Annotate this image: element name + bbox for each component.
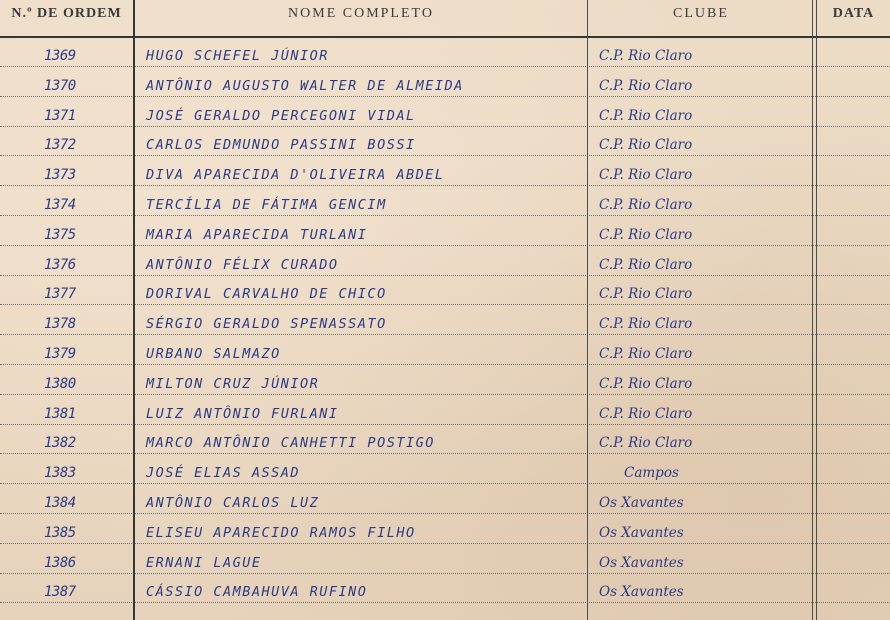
row-club: C.P. Rio Claro	[599, 435, 693, 452]
row-full-name: ELISEU APARECIDO RAMOS FILHO	[146, 524, 416, 541]
row-club: C.P. Rio Claro	[599, 107, 693, 124]
row-number: 1378	[44, 316, 76, 333]
row-club: C.P. Rio Claro	[599, 346, 693, 362]
row-number: 1384	[44, 495, 76, 511]
row-full-name: ERNANI LAGUE	[146, 554, 262, 571]
row-club: C.P. Rio Claro	[599, 375, 693, 392]
row-club: C.P. Rio Claro	[599, 256, 693, 273]
row-number: 1373	[44, 167, 76, 184]
row-full-name: JOSÉ ELIAS ASSAD	[146, 465, 301, 482]
row-club: Os Xavantes	[599, 524, 684, 541]
header-number: N.º DE ORDEM	[11, 6, 122, 21]
row-number: 1375	[44, 226, 76, 243]
row-number: 1381	[44, 405, 76, 422]
row-number: 1386	[44, 554, 76, 571]
row-number: 1387	[44, 584, 76, 601]
row-number: 1371	[44, 107, 76, 124]
column-divider-name	[587, 0, 588, 620]
row-full-name: TERCÍLIA DE FÁTIMA GENCIM	[146, 197, 387, 213]
row-full-name: CÁSSIO CAMBAHUVA RUFINO	[146, 584, 368, 601]
row-club: C.P. Rio Claro	[599, 167, 693, 184]
row-club: C.P. Rio Claro	[599, 197, 693, 213]
row-club: Os Xavantes	[599, 495, 684, 511]
row-full-name: SÉRGIO GERALDO SPENASSATO	[146, 316, 387, 333]
row-club: C.P. Rio Claro	[599, 316, 693, 333]
row-number: 1383	[44, 465, 76, 482]
row-full-name: DIVA APARECIDA D'OLIVEIRA ABDEL	[146, 167, 445, 184]
column-divider-club-a	[812, 0, 813, 620]
header-date: DATA	[832, 6, 875, 21]
row-full-name: DORIVAL CARVALHO DE CHICO	[146, 286, 387, 303]
row-full-name: ANTÔNIO AUGUSTO WALTER DE ALMEIDA	[146, 77, 464, 94]
row-number: 1376	[44, 256, 76, 273]
row-number: 1369	[44, 48, 76, 64]
row-club: C.P. Rio Claro	[599, 226, 693, 243]
row-full-name: ANTÔNIO CARLOS LUZ	[146, 495, 320, 511]
row-number: 1374	[44, 197, 76, 213]
row-number: 1379	[44, 346, 76, 362]
row-full-name: LUIZ ANTÔNIO FURLANI	[146, 405, 339, 422]
row-club: C.P. Rio Claro	[599, 405, 693, 422]
column-divider-club-b	[816, 0, 817, 620]
row-full-name: MARCO ANTÔNIO CANHETTI POSTIGO	[146, 435, 435, 452]
row-full-name: ANTÔNIO FÉLIX CURADO	[146, 256, 339, 273]
row-full-name: JOSÉ GERALDO PERCEGONI VIDAL	[146, 107, 416, 124]
row-full-name: HUGO SCHEFEL JÚNIOR	[146, 48, 329, 64]
row-number: 1380	[44, 375, 76, 392]
row-club: Os Xavantes	[599, 554, 684, 571]
row-club: C.P. Rio Claro	[599, 48, 693, 64]
row-full-name: MARIA APARECIDA TURLANI	[146, 226, 368, 243]
header-name: NOME COMPLETO	[288, 6, 434, 21]
row-club: C.P. Rio Claro	[599, 286, 693, 303]
row-club: Os Xavantes	[599, 584, 684, 601]
column-divider-number	[133, 0, 135, 620]
row-number: 1370	[44, 77, 76, 94]
row-number: 1372	[44, 137, 76, 154]
row-full-name: MILTON CRUZ JÚNIOR	[146, 375, 320, 392]
row-club: C.P. Rio Claro	[599, 77, 693, 94]
row-number: 1382	[44, 435, 76, 452]
header-club: CLUBE	[673, 6, 729, 21]
row-club: Campos	[624, 465, 679, 482]
row-number: 1385	[44, 524, 76, 541]
row-number: 1377	[44, 286, 76, 303]
row-club: C.P. Rio Claro	[599, 137, 693, 154]
row-full-name: CARLOS EDMUNDO PASSINI BOSSI	[146, 137, 416, 154]
row-full-name: URBANO SALMAZO	[146, 346, 281, 362]
